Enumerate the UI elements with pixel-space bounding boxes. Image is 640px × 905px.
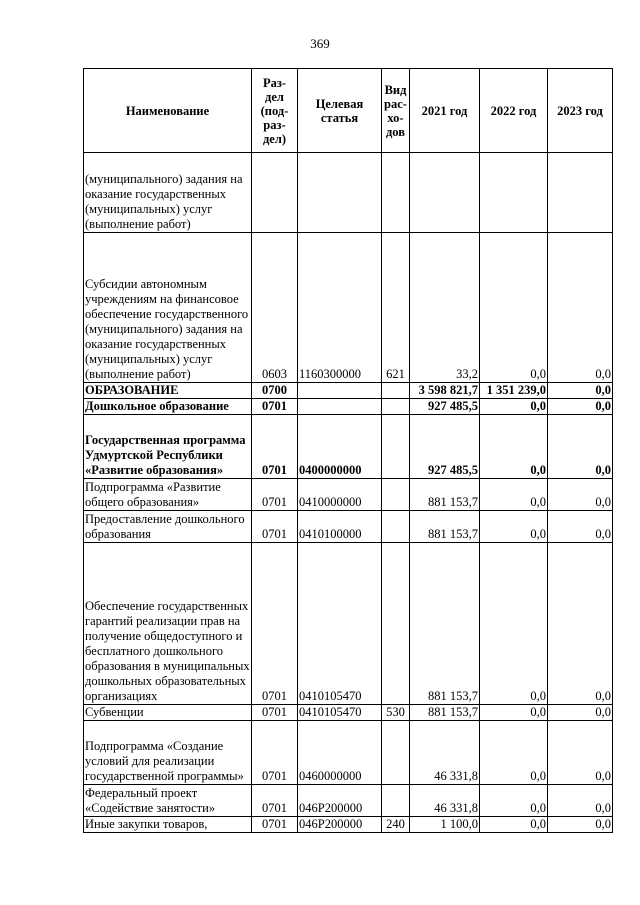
- cell-section: 0701: [252, 399, 298, 415]
- cell-section: [252, 153, 298, 233]
- cell-section: 0700: [252, 383, 298, 399]
- cell-target: 0410105470: [298, 543, 382, 705]
- budget-table: [83, 68, 613, 833]
- cell-vid: [382, 543, 410, 705]
- cell-y2022: 0,0: [480, 543, 548, 705]
- cell-y2021: 881 153,7: [410, 705, 480, 721]
- cell-vid: 530: [382, 705, 410, 721]
- cell-y2023: 0,0: [548, 511, 613, 543]
- cell-vid: [382, 153, 410, 233]
- cell-y2022: 0,0: [480, 233, 548, 383]
- cell-section: 0701: [252, 721, 298, 785]
- cell-vid: [382, 479, 410, 511]
- cell-name: Субвенции: [84, 705, 252, 721]
- cell-vid: [382, 511, 410, 543]
- cell-y2021: 3 598 821,7: [410, 383, 480, 399]
- header-name: Наименование: [84, 69, 252, 153]
- cell-vid: [382, 399, 410, 415]
- cell-y2022: 0,0: [480, 721, 548, 785]
- cell-section: 0701: [252, 479, 298, 511]
- cell-target: 0460000000: [298, 721, 382, 785]
- cell-y2023: 0,0: [548, 415, 613, 479]
- cell-y2022: [480, 153, 548, 233]
- table-row: [84, 383, 613, 399]
- cell-target: 046P200000: [298, 785, 382, 817]
- cell-name: Субсидии автономным учреждениям на финансовое обеспечение государственного (муниципального) задания на оказание государственных (муниципальных) услуг (выполнение работ): [84, 233, 252, 383]
- cell-vid: [382, 785, 410, 817]
- cell-name: (муниципального) задания на оказание государственных (муниципальных) услуг (выполнение работ): [84, 153, 252, 233]
- cell-y2021: 1 100,0: [410, 817, 480, 833]
- cell-name: Дошкольное образование: [84, 399, 252, 415]
- header-section: Раз- дел (под- раз- дел): [252, 69, 298, 153]
- cell-name: Федеральный проект «Содействие занятости»: [84, 785, 252, 817]
- cell-y2021: [410, 153, 480, 233]
- cell-y2022: 0,0: [480, 399, 548, 415]
- cell-y2022: 0,0: [480, 817, 548, 833]
- cell-vid: 240: [382, 817, 410, 833]
- cell-target: 1160300000: [298, 233, 382, 383]
- cell-name: Подпрограмма «Развитие общего образования»: [84, 479, 252, 511]
- cell-target: 0400000000: [298, 415, 382, 479]
- cell-target: [298, 153, 382, 233]
- cell-y2021: 881 153,7: [410, 511, 480, 543]
- cell-y2021: 33,2: [410, 233, 480, 383]
- cell-target: [298, 399, 382, 415]
- cell-name: ОБРАЗОВАНИЕ: [84, 383, 252, 399]
- cell-name: Государственная программа Удмуртской Республики «Развитие образования»: [84, 415, 252, 479]
- header-year-2023: 2023 год: [548, 69, 613, 153]
- table-row: [84, 479, 613, 511]
- cell-y2023: [548, 153, 613, 233]
- cell-vid: [382, 721, 410, 785]
- header-year-2021: 2021 год: [410, 69, 480, 153]
- cell-y2021: 46 331,8: [410, 721, 480, 785]
- cell-y2023: 0,0: [548, 479, 613, 511]
- header-row: [84, 69, 613, 153]
- table-body: [84, 153, 613, 833]
- cell-target: 046P200000: [298, 817, 382, 833]
- cell-target: 0410100000: [298, 511, 382, 543]
- table-row: [84, 153, 613, 233]
- cell-y2022: 0,0: [480, 705, 548, 721]
- cell-section: 0701: [252, 785, 298, 817]
- cell-y2023: 0,0: [548, 383, 613, 399]
- cell-target: [298, 383, 382, 399]
- cell-vid: [382, 415, 410, 479]
- cell-y2022: 0,0: [480, 415, 548, 479]
- cell-y2022: 0,0: [480, 479, 548, 511]
- cell-name: Обеспечение государственных гарантий реализации прав на получение общедоступного и бесплатного дошкольного образования в муниципальных дошкольных образовательных организациях: [84, 543, 252, 705]
- cell-section: 0701: [252, 543, 298, 705]
- cell-vid: 621: [382, 233, 410, 383]
- table-row: [84, 785, 613, 817]
- cell-y2023: 0,0: [548, 233, 613, 383]
- cell-y2021: 881 153,7: [410, 543, 480, 705]
- cell-target: 0410105470: [298, 705, 382, 721]
- table-row: [84, 817, 613, 833]
- cell-y2023: 0,0: [548, 543, 613, 705]
- cell-y2023: 0,0: [548, 705, 613, 721]
- header-target: Целевая статья: [298, 69, 382, 153]
- table-row: [84, 511, 613, 543]
- page-number: 369: [310, 36, 330, 51]
- cell-name: Подпрограмма «Создание условий для реализации государственной программы»: [84, 721, 252, 785]
- cell-section: 0603: [252, 233, 298, 383]
- cell-y2022: 0,0: [480, 511, 548, 543]
- header-vid: Вид рас- хо- дов: [382, 69, 410, 153]
- cell-y2021: 46 331,8: [410, 785, 480, 817]
- cell-y2023: 0,0: [548, 817, 613, 833]
- cell-y2023: 0,0: [548, 399, 613, 415]
- cell-y2021: 881 153,7: [410, 479, 480, 511]
- cell-y2022: 0,0: [480, 785, 548, 817]
- table-row: [84, 543, 613, 705]
- table-row: [84, 415, 613, 479]
- cell-section: 0701: [252, 415, 298, 479]
- table-row: [84, 233, 613, 383]
- cell-y2022: 1 351 239,0: [480, 383, 548, 399]
- cell-target: 0410000000: [298, 479, 382, 511]
- table-row: [84, 705, 613, 721]
- cell-y2021: 927 485,5: [410, 399, 480, 415]
- cell-name: Предоставление дошкольного образования: [84, 511, 252, 543]
- header-year-2022: 2022 год: [480, 69, 548, 153]
- table-row: [84, 721, 613, 785]
- cell-section: 0701: [252, 511, 298, 543]
- cell-y2023: 0,0: [548, 785, 613, 817]
- table-row: [84, 399, 613, 415]
- cell-section: 0701: [252, 817, 298, 833]
- cell-y2021: 927 485,5: [410, 415, 480, 479]
- cell-vid: [382, 383, 410, 399]
- cell-name: Иные закупки товаров,: [84, 817, 252, 833]
- cell-y2023: 0,0: [548, 721, 613, 785]
- cell-section: 0701: [252, 705, 298, 721]
